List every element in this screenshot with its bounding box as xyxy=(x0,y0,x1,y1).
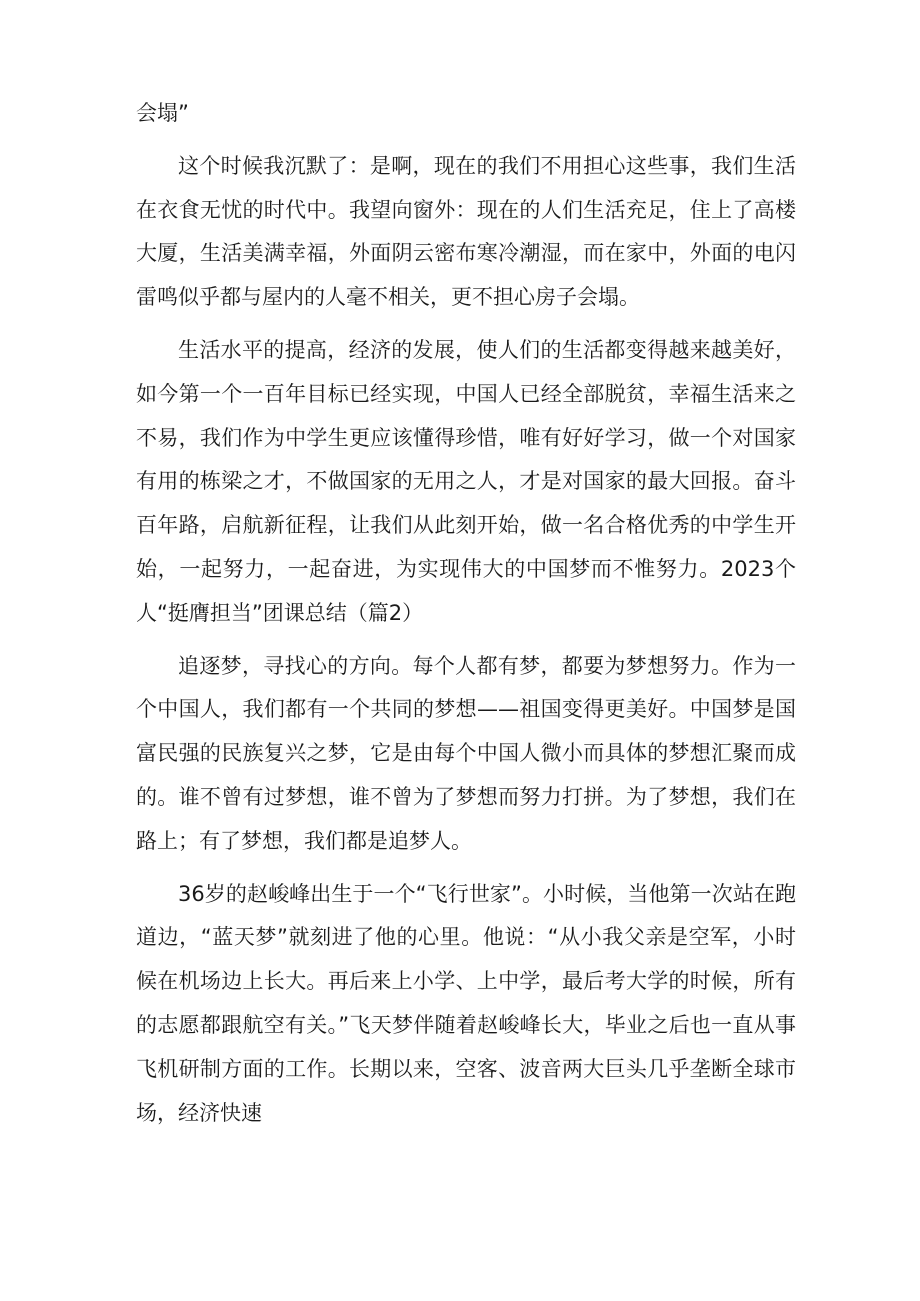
paragraph-living-standards: 生活水平的提高，经济的发展，使人们的生活都变得越来越美好，如今第一个一百年目标已经实现，中国人已经全部脱贫，幸福生活来之不易，我们作为中学生更应该懂得珍惜，唯有好好学习，做一个对国家有用的栋梁之才，不做国家的无用之人，才是对国家的最大回报。奋斗百年路，启航新征程，让我们从此刻开始，做一名合格优秀的中学生开始，一起努力，一起奋进，为实现伟大的中国梦而不惟努力。2023个人“挺膺担当”团课总结（篇2） xyxy=(136,337,796,625)
paragraph-zhao-junfeng: 36岁的赵峻峰出生于一个“飞行世家”。小时候，当他第一次站在跑道边，“蓝天梦”就刻进了他的心里。他说：“从小我父亲是空军，小时候在机场边上长大。再后来上小学、上中学，最后考大学的时候，所有的志愿都跟航空有关。”飞天梦伴随着赵峻峰长大，毕业之后也一直从事飞机研制方面的工作。长期以来，空客、波音两大巨头几乎垄断全球市场，经济快速 xyxy=(136,881,796,1125)
paragraph-chasing-dreams: 追逐梦，寻找心的方向。每个人都有梦，都要为梦想努力。作为一个中国人，我们都有一个共同的梦想——祖国变得更美好。中国梦是国富民强的民族复兴之梦，它是由每个中国人微小而具体的梦想汇聚而成的。谁不曾有过梦想，谁不曾为了梦想而努力打拼。为了梦想，我们在路上；有了梦想，我们都是追梦人。 xyxy=(136,653,796,853)
document-body xyxy=(136,92,796,1144)
paragraph-continuation: 会塌” xyxy=(136,101,189,125)
paragraph-silence: 这个时候我沉默了：是啊，现在的我们不用担心这些事，我们生活在衣食无忧的时代中。我望向窗外：现在的人们生活充足，住上了高楼大厦，生活美满幸福，外面阴云密布寒冷潮湿，而在家中，外面的电闪雷鸣似乎都与屋内的人毫不相关，更不担心房子会塌。 xyxy=(136,153,796,310)
